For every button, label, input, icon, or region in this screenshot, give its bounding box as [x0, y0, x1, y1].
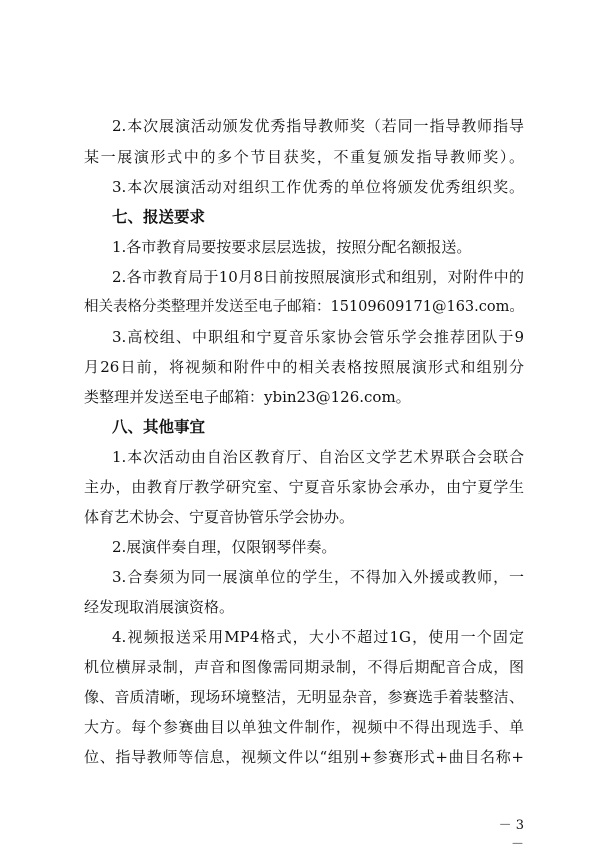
- paragraph-line: 机位横屏录制，声音和图像需同期录制，不得后期配音合成，图: [84, 658, 524, 676]
- paragraph-line: 2.各市教育局于10月8日前按照展演形式和组别，对附件中的: [112, 268, 524, 286]
- section-heading: 八、其他事宜: [112, 418, 206, 436]
- paragraph-line: 4.视频报送采用MP4格式，大小不超过1G，使用一个固定: [112, 628, 524, 646]
- paragraph-line: 经发现取消展演资格。: [84, 598, 235, 616]
- page-number: － 3 －: [498, 818, 524, 852]
- paragraph-line: 2.展演伴奏自理，仅限钢琴伴奏。: [112, 538, 337, 556]
- paragraph-line: 2.本次展演活动颁发优秀指导教师奖（若同一指导教师指导: [112, 117, 524, 135]
- paragraph-line: 月26日前，将视频和附件中的相关表格按照展演形式和组别分: [84, 358, 524, 376]
- paragraph-line: 类整理并发送至电子邮箱：ybin23@126.com。: [84, 388, 411, 406]
- paragraph-line: 主办，由教育厅教学研究室、宁夏音乐家协会承办，由宁夏学生: [84, 478, 524, 496]
- section-heading: 七、报送要求: [112, 208, 206, 226]
- paragraph-line: 位、指导教师等信息，视频文件以“组别+参赛形式+曲目名称+: [84, 748, 524, 766]
- paragraph-line: 相关表格分类整理并发送至电子邮箱：15109609171@163.com。: [84, 299, 524, 315]
- paragraph-line: 1.本次活动由自治区教育厅、自治区文学艺术界联合会联合: [112, 448, 524, 466]
- paragraph-line: 3.合奏须为同一展演单位的学生，不得加入外援或教师，一: [112, 568, 524, 586]
- paragraph-line: 体育艺术协会、宁夏音协管乐学会协办。: [84, 508, 355, 526]
- paragraph-line: 像、音质清晰，现场环境整洁，无明显杂音，参赛选手着装整洁、: [84, 688, 524, 706]
- paragraph-line: 1.各市教育局要按要求层层选拔，按照分配名额报送。: [112, 238, 472, 256]
- paragraph-line: 3.高校组、中职组和宁夏音乐家协会管乐学会推荐团队于9: [112, 328, 524, 346]
- paragraph-line: 3.本次展演活动对组织工作优秀的单位将颁发优秀组织奖。: [112, 178, 524, 196]
- paragraph-line: 大方。每个参赛曲目以单独文件制作，视频中不得出现选手、单: [84, 718, 524, 736]
- paragraph-line: 某一展演形式中的多个节目获奖，不重复颁发指导教师奖）。: [84, 148, 524, 166]
